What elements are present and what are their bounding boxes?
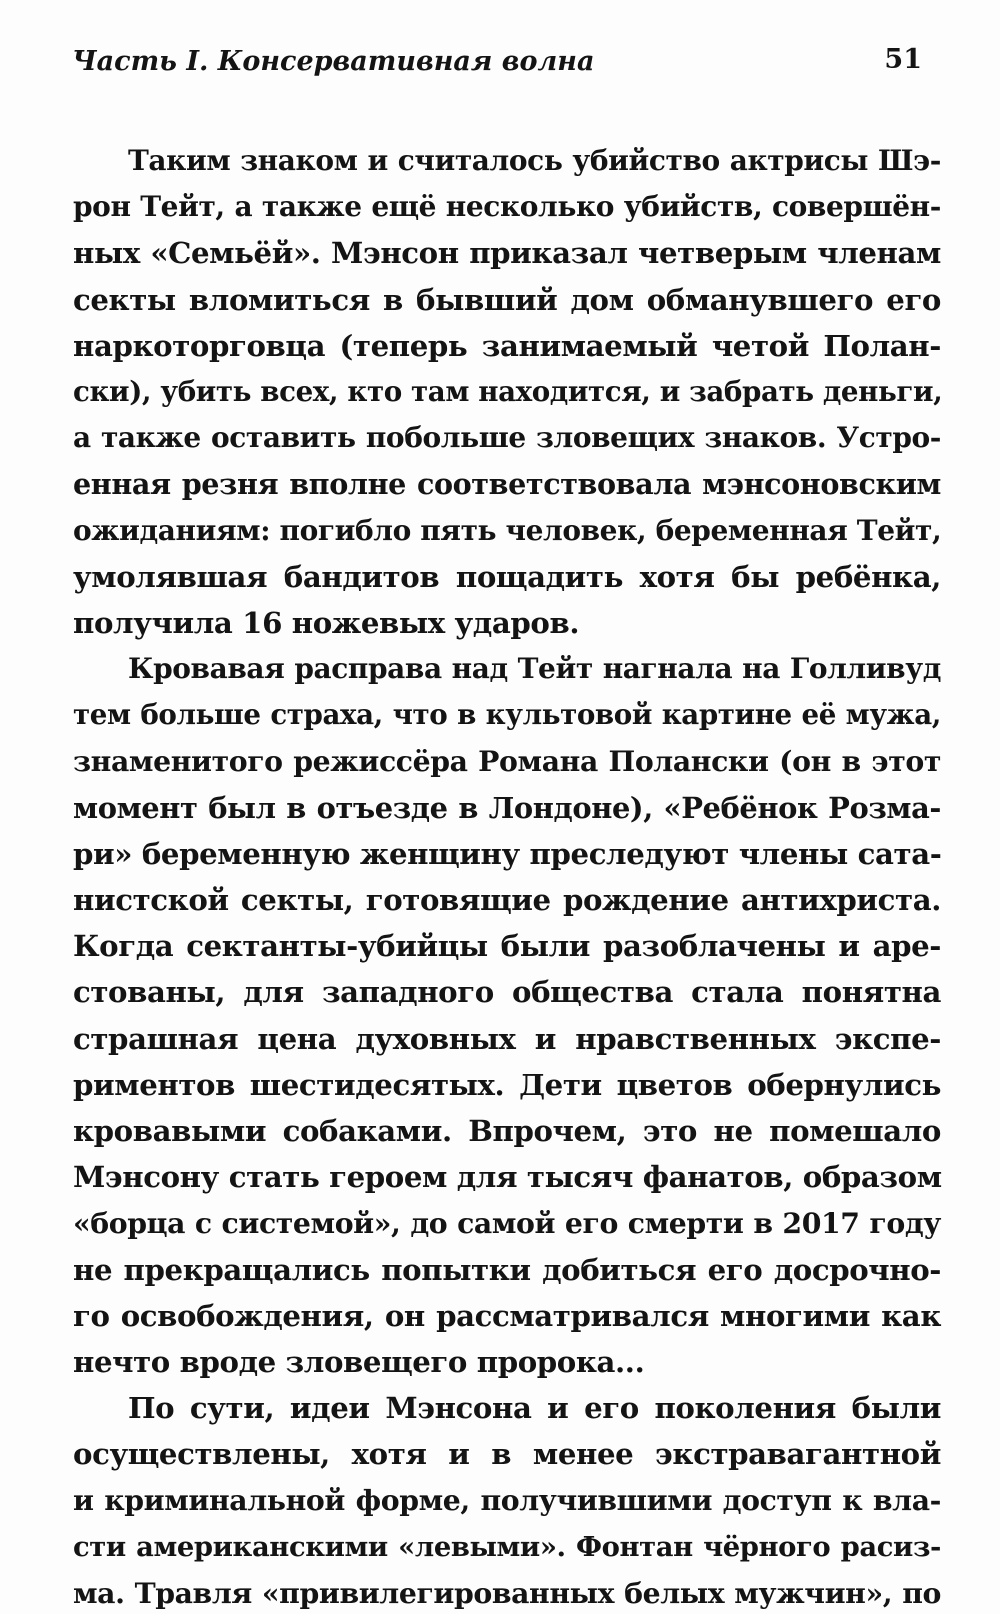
text-line: Таким знаком и считалось убийство актрисы Шэ- [128, 144, 941, 177]
text-line: «борца с системой», до самой его смерти в 2017 году [73, 1206, 941, 1241]
text-line: нечто вроде зловещего пророка... [73, 1344, 645, 1379]
text-line: а также оставить побольше зловещих знаков. Устро- [73, 421, 941, 455]
text-line: По сути, идеи Мэнсона и его поколения были [128, 1391, 941, 1426]
text-line: знаменитого режиссёра Романа Полански (он в этот [73, 744, 941, 779]
text-line: Когда сектанты-убийцы были разоблачены и аре- [73, 929, 941, 964]
text-line: Мэнсону стать героем для тысяч фанатов, образом [73, 1160, 942, 1195]
paragraph [73, 1385, 941, 1616]
body-text [73, 138, 941, 1616]
text-line: го освобождения, он рассматривался многими как [73, 1298, 941, 1333]
text-line: умолявшая бандитов пощадить хотя бы ребёнка, [73, 559, 941, 594]
text-line: тем больше страха, что в культовой картине её мужа, [73, 698, 941, 732]
text-line: нистской секты, готовящие рождение антихриста. [73, 883, 941, 917]
text-line: стованы, для западного общества стала понятна [73, 975, 941, 1010]
paragraph [73, 138, 941, 646]
text-line: кровавыми собаками. Впрочем, это не помешало [73, 1113, 941, 1148]
paragraph [73, 646, 941, 1385]
text-line: не прекращались попытки добиться его досрочно- [73, 1252, 941, 1287]
text-line: страшная цена духовных и нравственных экспе- [73, 1021, 941, 1056]
text-line: момент был в отъезде в Лондоне), «Ребёнок Розма- [73, 790, 941, 825]
text-line: енная резня вполне соответствовала мэнсоновским [73, 467, 941, 502]
text-line: сти американскими «левыми». Фонтан чёрного расиз- [73, 1530, 941, 1563]
text-line: осуществлены, хотя и в менее экстравагантной [73, 1437, 941, 1472]
text-line: рон Тейт, а также ещё несколько убийств, совершён- [73, 190, 941, 224]
text-line: риментов шестидесятых. Дети цветов обернулись [73, 1067, 941, 1102]
text-line: ри» беременную женщину преследуют члены сата- [73, 836, 942, 871]
text-line: ных «Семьёй». Мэнсон приказал четверым членам [73, 236, 941, 271]
text-line: ски), убить всех, кто там находится, и забрать деньги, [73, 374, 943, 408]
text-line: ма. Травля «привилегированных белых мужчин», по [73, 1575, 941, 1610]
text-line: секты вломиться в бывший дом обманувшего его [73, 282, 941, 317]
running-title: Часть I. Консервативная волна [72, 46, 595, 77]
text-line: ожиданиям: погибло пять человек, беременная Тейт, [73, 513, 942, 547]
text-line: Кровавая расправа над Тейт нагнала на Голливуд [128, 652, 941, 686]
text-line: получила 16 ножевых ударов. [73, 605, 580, 640]
text-line: наркоторговца (теперь занимаемый четой Полан- [73, 328, 941, 363]
text-line: и криминальной форме, получившими доступ к вла- [73, 1483, 941, 1518]
page-number: 51 [884, 44, 922, 75]
